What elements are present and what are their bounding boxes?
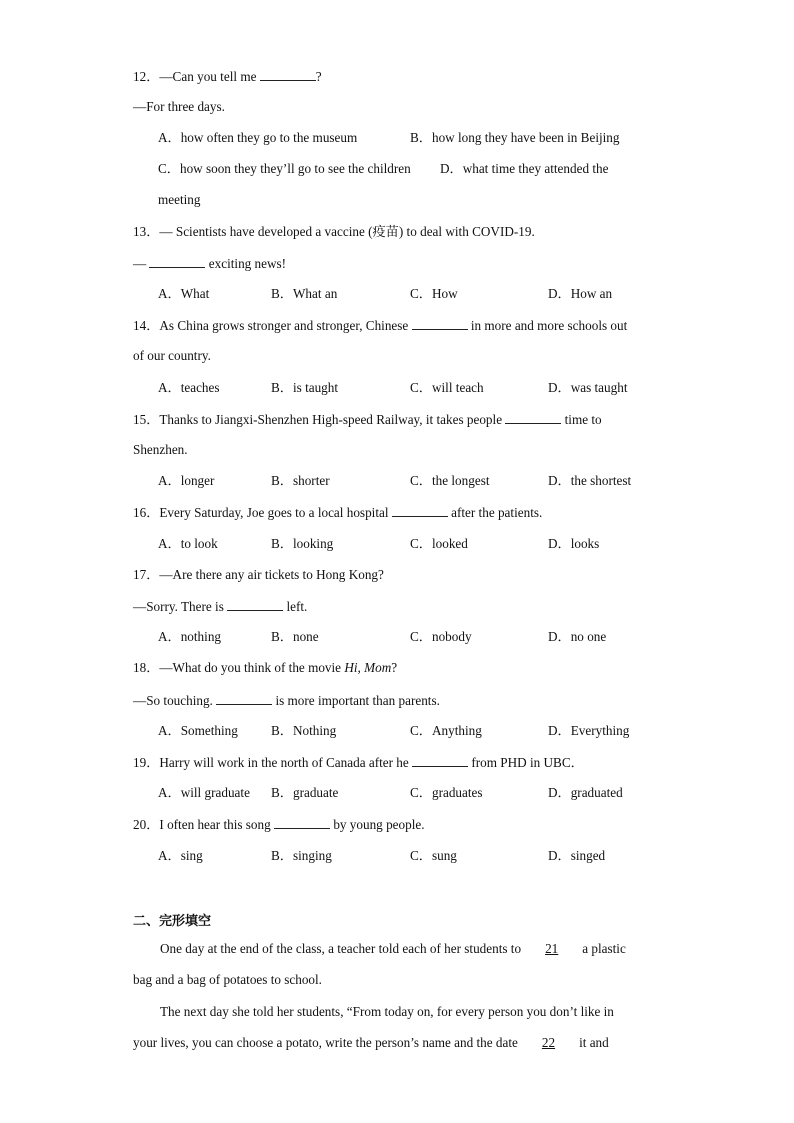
- option-d: D．graduated: [548, 785, 623, 800]
- answer-blank: [216, 691, 272, 705]
- option-c: C．how soon they they’ll go to see the children: [158, 161, 411, 176]
- question-18-reply: —So touching. is more important than parents.: [133, 693, 440, 708]
- question-20-prompt: 20．I often hear this song by young people.: [133, 817, 425, 832]
- question-12-reply: —For three days.: [133, 99, 225, 114]
- answer-blank: [412, 753, 468, 767]
- question-14-prompt-wrap: of our country.: [133, 348, 211, 363]
- option-d: D．looks: [548, 536, 600, 551]
- answer-blank: [505, 410, 561, 424]
- passage-line-2: bag and a bag of potatoes to school.: [133, 972, 322, 987]
- passage-line-3: The next day she told her students, “From today on, for every person you don’t like in: [160, 1004, 614, 1019]
- cloze-blank-22: 22: [541, 1035, 556, 1050]
- option-a: A．nothing: [158, 629, 222, 644]
- option-c: C．How: [410, 286, 458, 301]
- option-b: B．singing: [271, 848, 332, 863]
- option-b: B．is taught: [271, 380, 339, 395]
- question-16-prompt: 16．Every Saturday, Joe goes to a local hospital after the patients.: [133, 505, 543, 520]
- option-a: A．Something: [158, 723, 238, 738]
- question-15-prompt: 15．Thanks to Jiangxi-Shenzhen High-speed Railway, it takes people time to: [133, 412, 602, 427]
- question-19-prompt: 19．Harry will work in the north of Canada after he from PHD in UBC．: [133, 755, 584, 770]
- option-c: C．the longest: [410, 473, 490, 488]
- question-13-reply: — exciting news!: [133, 256, 287, 271]
- option-d: D．Everything: [548, 723, 630, 738]
- answer-blank: [149, 254, 205, 268]
- option-a: A．how often they go to the museum: [158, 130, 358, 145]
- section-title: 二、完形填空: [133, 914, 212, 929]
- option-a: A．will graduate: [158, 785, 250, 800]
- option-d: D．singed: [548, 848, 606, 863]
- option-b: B．What an: [271, 286, 338, 301]
- question-12-prompt: 12．—Can you tell me ?: [133, 69, 322, 84]
- option-b: B．graduate: [271, 785, 339, 800]
- option-a: A．sing: [158, 848, 203, 863]
- option-d: D．How an: [548, 286, 613, 301]
- question-15-prompt-wrap: Shenzhen.: [133, 442, 188, 457]
- passage-line-4: your lives, you can choose a potato, write the person’s name and the date 22 it and: [133, 1035, 609, 1050]
- option-b: B．how long they have been in Beijing: [410, 130, 620, 145]
- option-d: D．the shortest: [548, 473, 632, 488]
- answer-blank: [274, 815, 330, 829]
- question-17-prompt: 17．—Are there any air tickets to Hong Kong?: [133, 567, 384, 582]
- answer-blank: [227, 597, 283, 611]
- answer-blank: [412, 316, 468, 330]
- option-a: A．What: [158, 286, 210, 301]
- option-c: C．looked: [410, 536, 468, 551]
- option-d-wrap: meeting: [158, 192, 201, 207]
- option-b: B．none: [271, 629, 319, 644]
- option-b: B．looking: [271, 536, 334, 551]
- question-14-prompt: 14．As China grows stronger and stronger, Chinese in more and more schools out: [133, 318, 628, 333]
- answer-blank: [392, 503, 448, 517]
- option-a: A．longer: [158, 473, 215, 488]
- option-d: D．what time they attended the: [440, 161, 609, 176]
- option-d: D．no one: [548, 629, 607, 644]
- option-b: B．shorter: [271, 473, 330, 488]
- question-13-prompt: 13．— Scientists have developed a vaccine (疫苗) to deal with COVID-19.: [133, 224, 535, 239]
- option-a: A．to look: [158, 536, 218, 551]
- question-18-prompt: 18．—What do you think of the movie Hi, Mom?: [133, 660, 398, 675]
- option-c: C．nobody: [410, 629, 472, 644]
- passage-line-1: One day at the end of the class, a teacher told each of her students to 21 a plastic: [160, 941, 626, 956]
- option-b: B．Nothing: [271, 723, 337, 738]
- option-c: C．sung: [410, 848, 457, 863]
- answer-blank: [260, 67, 316, 81]
- option-c: C．Anything: [410, 723, 482, 738]
- option-c: C．will teach: [410, 380, 484, 395]
- question-17-reply: —Sorry. There is left.: [133, 599, 308, 614]
- cloze-blank-21: 21: [545, 941, 559, 956]
- option-c: C．graduates: [410, 785, 483, 800]
- option-d: D．was taught: [548, 380, 628, 395]
- option-a: A．teaches: [158, 380, 220, 395]
